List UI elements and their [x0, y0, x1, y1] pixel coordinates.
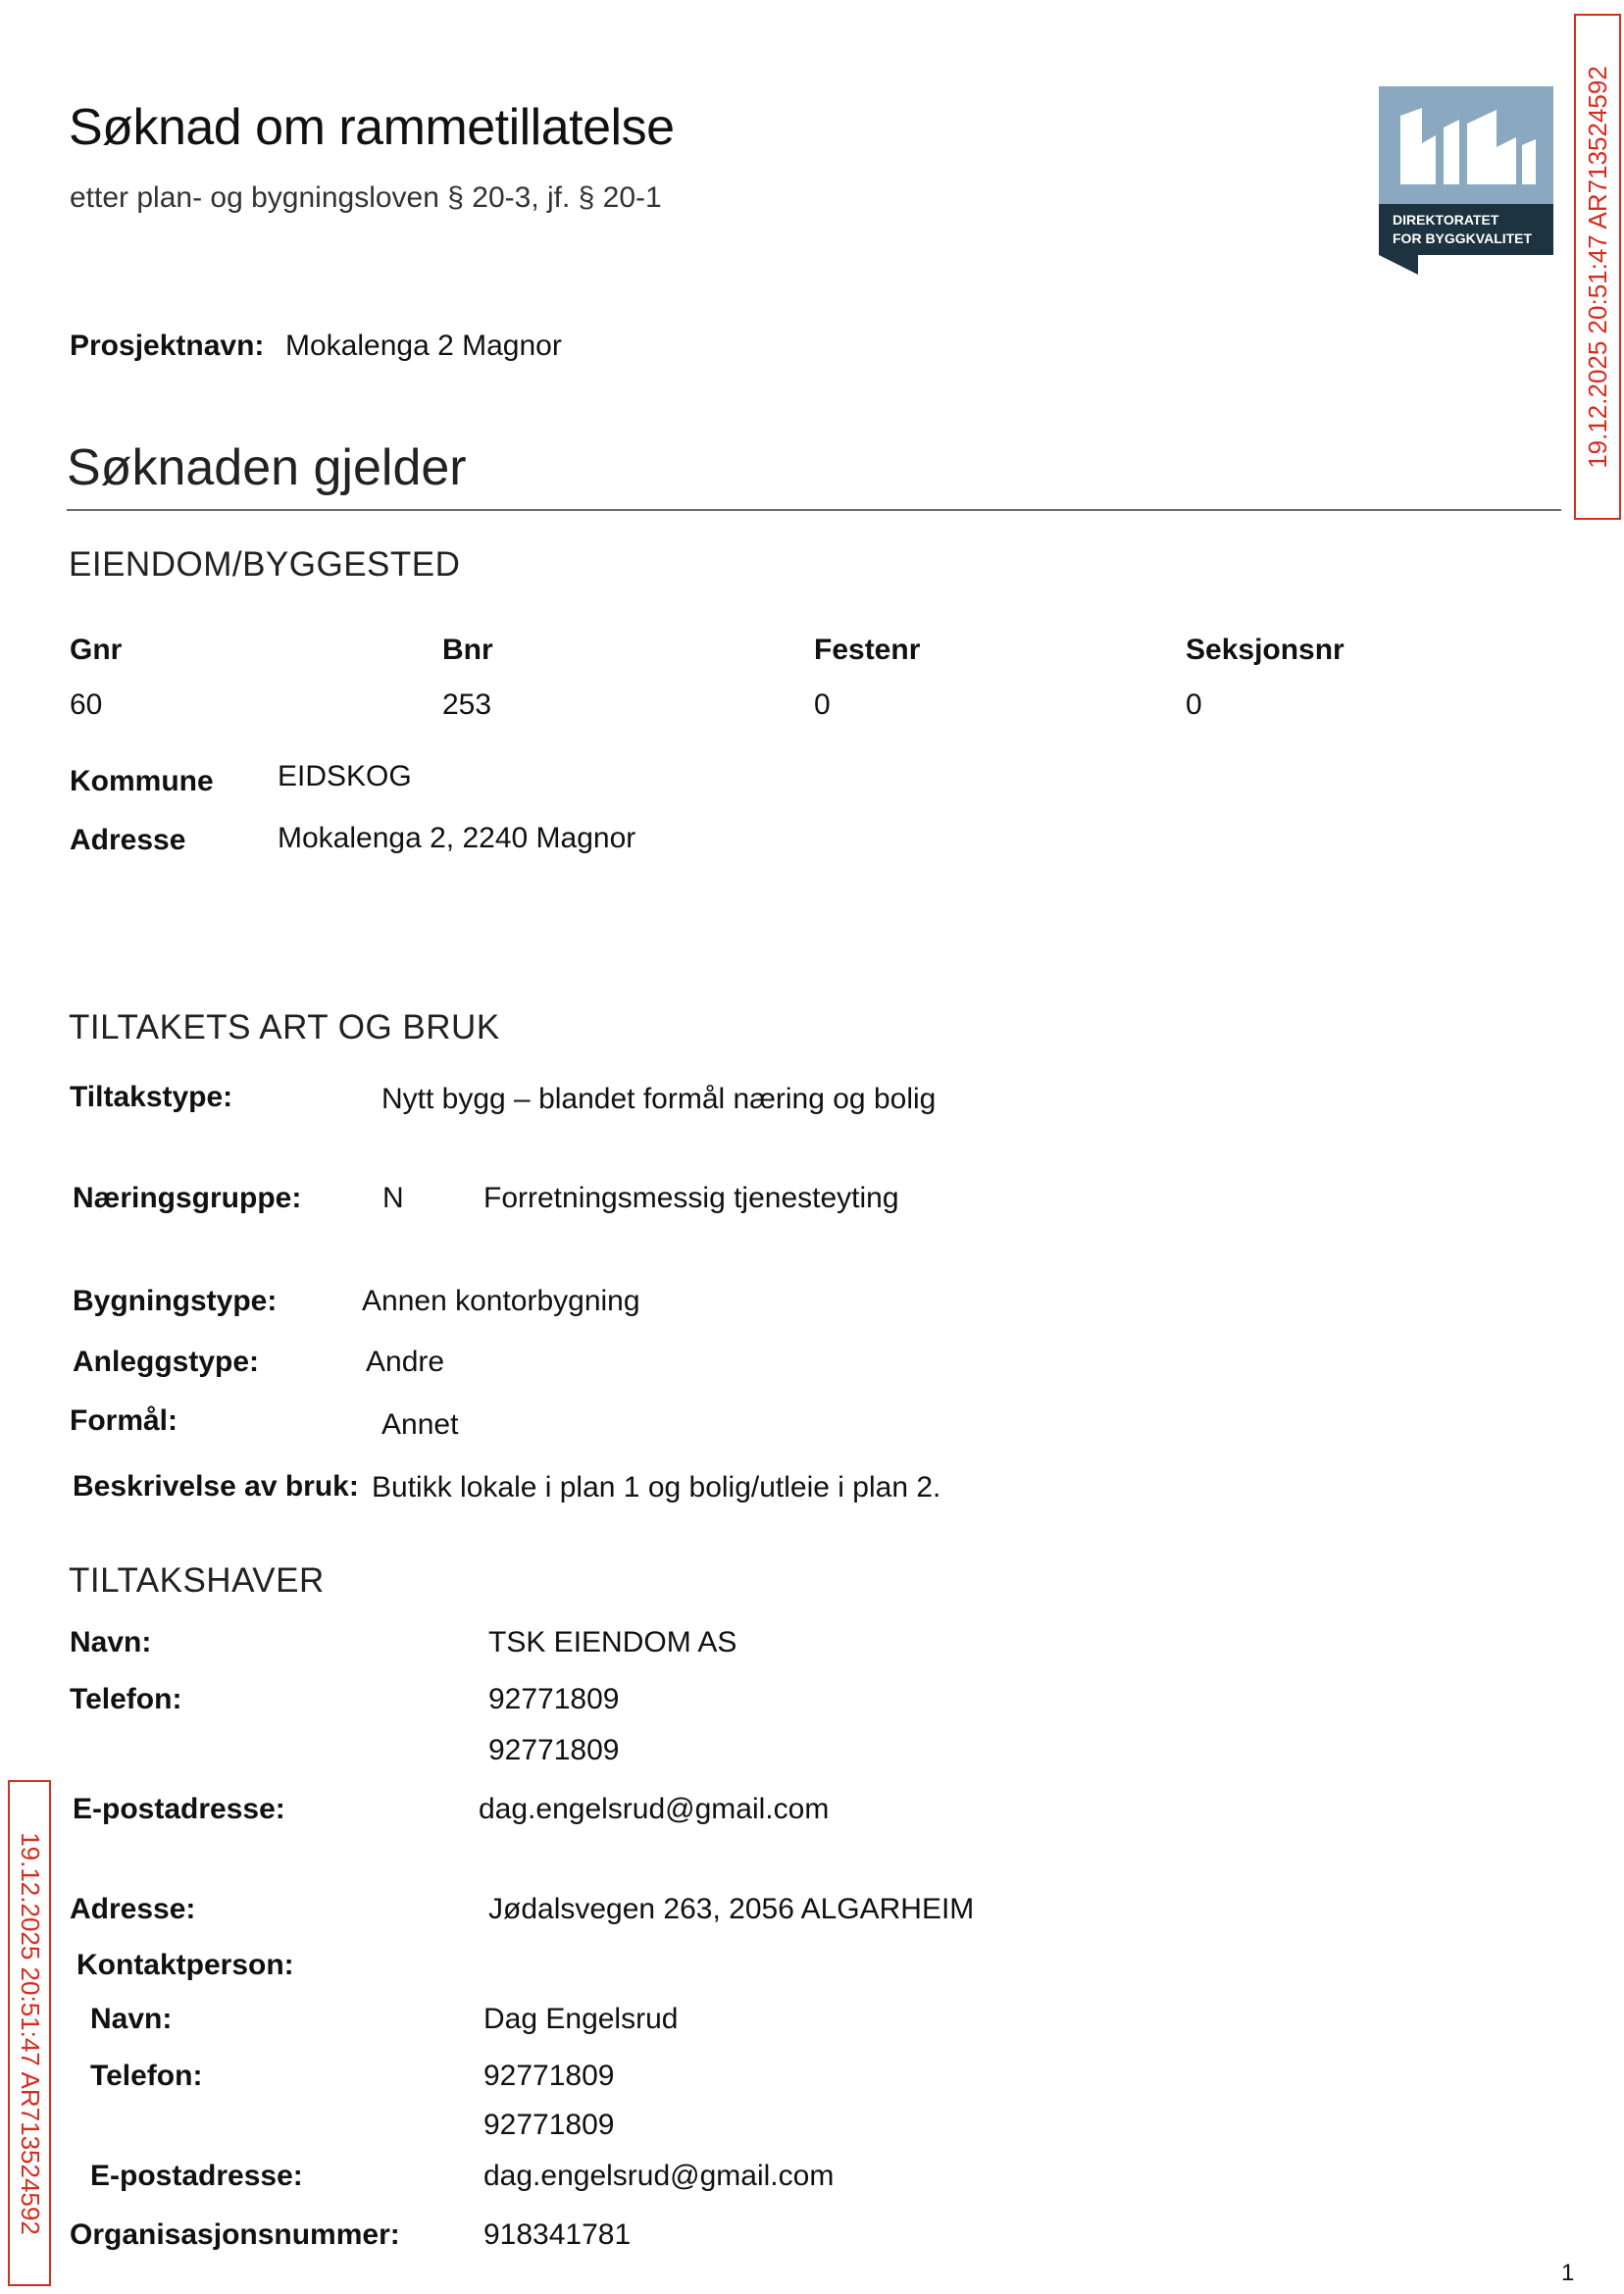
gnr-value: 60 [70, 688, 103, 721]
section-title: Søknaden gjelder [67, 439, 467, 496]
tiltakshaver-navn-value: TSK EIENDOM AS [488, 1626, 737, 1658]
orgnr-value: 918341781 [483, 2218, 632, 2251]
tiltakshaver-adresse-value: Jødalsvegen 263, 2056 ALGARHEIM [488, 1893, 975, 1925]
beskrivelse-value: Butikk lokale i plan 1 og bolig/utleie i plan 2. [372, 1471, 941, 1504]
project-label: Prosjektnavn: [70, 330, 265, 362]
tiltakshaver-epost-label: E-postadresse: [73, 1793, 285, 1825]
kontakt-telefon-label: Telefon: [90, 2060, 203, 2092]
adresse-value: Mokalenga 2, 2240 Magnor [278, 822, 636, 854]
kommune-value: EIDSKOG [278, 760, 412, 792]
anleggstype-value: Andre [366, 1346, 445, 1378]
project-value: Mokalenga 2 Magnor [285, 330, 562, 362]
bygningstype-label: Bygningstype: [73, 1285, 278, 1317]
logo-text-line2: FOR BYGGKVALITET [1393, 230, 1533, 246]
gnr-label: Gnr [70, 634, 123, 666]
bnr-value: 253 [442, 688, 492, 721]
seksjonsnr-label: Seksjonsnr [1186, 634, 1345, 666]
tiltakshaver-heading: TILTAKSHAVER [69, 1561, 325, 1600]
naeringsgruppe-value: Forretningsmessig tjenesteyting [483, 1182, 899, 1214]
timestamp-stamp-top [1574, 14, 1621, 520]
kontakt-navn-value: Dag Engelsrud [483, 2003, 679, 2035]
tiltak-heading: TILTAKETS ART OG BRUK [69, 1008, 500, 1046]
seksjonsnr-value: 0 [1186, 688, 1202, 721]
tiltakshaver-navn-label: Navn: [70, 1626, 152, 1658]
bygningstype-value: Annen kontorbygning [362, 1285, 640, 1317]
document-title: Søknad om rammetillatelse [69, 99, 675, 156]
kommune-label: Kommune [70, 765, 214, 797]
timestamp-stamp-left [8, 1780, 51, 2286]
page-number: 1 [1561, 2260, 1575, 2286]
kontakt-telefon-value-2: 92771809 [483, 2109, 615, 2141]
property-heading: EIENDOM/BYGGESTED [69, 545, 461, 584]
festenr-value: 0 [814, 688, 831, 721]
naeringsgruppe-code: N [382, 1182, 404, 1214]
document-subtitle: etter plan- og bygningsloven § 20-3, jf. § 20-1 [70, 181, 662, 214]
kontakt-navn-label: Navn: [90, 2003, 173, 2035]
tiltakshaver-telefon-value-2: 92771809 [488, 1734, 620, 1766]
tiltakstype-value: Nytt bygg – blandet formål næring og bolig [381, 1083, 937, 1115]
dibk-logo [1379, 86, 1553, 275]
tiltakshaver-telefon-label: Telefon: [70, 1683, 182, 1715]
kontakt-telefon-value-1: 92771809 [483, 2060, 615, 2092]
dibk-logo-icon [1379, 86, 1553, 275]
festenr-label: Festenr [814, 634, 921, 666]
bnr-label: Bnr [442, 634, 493, 666]
orgnr-label: Organisasjonsnummer: [70, 2218, 400, 2251]
tiltakshaver-adresse-label: Adresse: [70, 1893, 196, 1925]
tiltakshaver-epost-value: dag.engelsrud@gmail.com [479, 1793, 830, 1825]
anleggstype-label: Anleggstype: [73, 1346, 260, 1378]
naeringsgruppe-label: Næringsgruppe: [73, 1182, 302, 1214]
formal-value: Annet [381, 1408, 459, 1441]
kontakt-epost-label: E-postadresse: [90, 2160, 303, 2192]
logo-text-line1: DIREKTORATET [1393, 212, 1499, 228]
tiltakshaver-telefon-value-1: 92771809 [488, 1683, 620, 1715]
section-divider [67, 509, 1561, 511]
tiltakstype-label: Tiltakstype: [70, 1081, 233, 1113]
kontakt-epost-value: dag.engelsrud@gmail.com [483, 2160, 835, 2192]
stamp-text-top: 19.12.2025 20:51:47 AR713524592 [1582, 65, 1612, 469]
formal-label: Formål: [70, 1404, 178, 1437]
beskrivelse-label: Beskrivelse av bruk: [73, 1470, 359, 1503]
adresse-label: Adresse [70, 824, 186, 856]
kontaktperson-label: Kontaktperson: [76, 1949, 294, 1981]
stamp-text-left: 19.12.2025 20:51:47 AR713524592 [15, 1831, 45, 2235]
